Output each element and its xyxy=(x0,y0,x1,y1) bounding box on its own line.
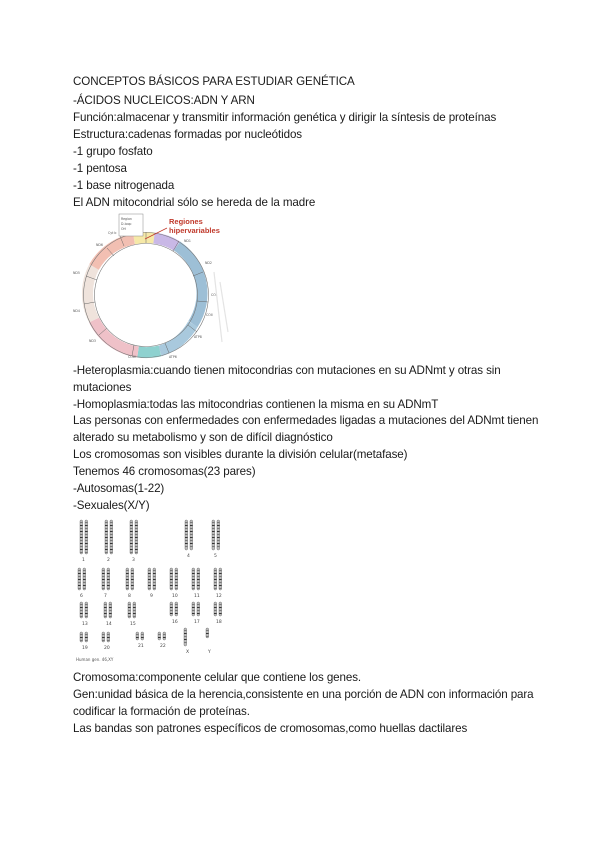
chromosome-label: 1 xyxy=(82,558,85,563)
chromosome-label: 2 xyxy=(107,558,110,563)
chromosome xyxy=(170,568,173,590)
faint-background-drawing xyxy=(214,272,228,342)
karyotype-diagram xyxy=(72,516,242,664)
chromosome xyxy=(206,628,209,638)
chromosome xyxy=(192,568,195,590)
svg-text:Cyt b: Cyt b xyxy=(108,231,117,235)
chromosome-label: 14 xyxy=(106,622,112,627)
chromosome-label: 16 xyxy=(172,620,178,625)
chromosome xyxy=(136,632,139,640)
text-line: Los cromosomas son visibles durante la división celular(metafase) xyxy=(73,448,408,461)
chromosome-label: Y xyxy=(208,650,211,655)
chromosome-label: 5 xyxy=(214,554,217,559)
chromosome xyxy=(135,520,138,554)
chromosome xyxy=(148,568,151,590)
chromosome xyxy=(85,602,88,618)
chromosome-label: 6 xyxy=(80,594,83,599)
chromosome xyxy=(153,568,156,590)
list-item: -1 pentosa xyxy=(73,162,127,175)
chromosome-label: 3 xyxy=(132,558,135,563)
chromosome xyxy=(185,520,188,550)
chromosome-label: 8 xyxy=(128,594,131,599)
doc-title: CONCEPTOS BÁSICOS PARA ESTUDIAR GENÉTICA xyxy=(73,75,355,88)
text-line: mutaciones xyxy=(73,381,132,394)
svg-text:ND1: ND1 xyxy=(184,239,191,243)
chromosome xyxy=(197,568,200,590)
chromosome xyxy=(219,602,222,616)
chromosome xyxy=(170,602,173,616)
chromosome xyxy=(126,568,129,590)
list-item: -1 base nitrogenada xyxy=(73,179,175,192)
karyotype-figure xyxy=(72,516,242,664)
chromosome-label: 4 xyxy=(187,554,190,559)
svg-text:ND6: ND6 xyxy=(96,243,103,247)
text-line: -Heteroplasmia:cuando tienen mitocondrias con mutaciones en su ADNmt y otras sin xyxy=(73,364,501,377)
text-line: alterado su metabolismo y son de difícil diagnóstico xyxy=(73,431,333,444)
text-line: -Homoplasmia:todas las mitocondrias contienen la misma en su ADNmT xyxy=(73,398,439,411)
chromosome xyxy=(109,602,112,618)
svg-text:ND5: ND5 xyxy=(73,271,80,275)
chromosome xyxy=(214,568,217,590)
section-heading-acidos: -ÁCIDOS NUCLEICOS:ADN Y ARN xyxy=(73,94,255,107)
chromosome xyxy=(175,602,178,616)
label-hipervariables: hipervariables xyxy=(169,226,220,235)
chromosome xyxy=(80,602,83,618)
chromosome xyxy=(105,520,108,554)
mtdna-figure xyxy=(72,212,232,360)
chromosome xyxy=(104,602,107,618)
chromosome xyxy=(85,632,88,642)
chromosome xyxy=(102,568,105,590)
chromosome-label: 20 xyxy=(104,646,110,651)
text-line: Las personas con enfermedades con enfermedades ligadas a mutaciones del ADNmt tienen xyxy=(73,414,539,427)
svg-text:COI: COI xyxy=(211,293,217,297)
text-line: Estructura:cadenas formadas por nucleótidos xyxy=(73,128,302,141)
list-item: -Sexuales(X/Y) xyxy=(73,499,150,512)
chromosome-label: 7 xyxy=(104,594,107,599)
svg-text:OH: OH xyxy=(121,227,126,231)
chromosome xyxy=(80,632,83,642)
karyotype-caption: Human gen. 46,XY xyxy=(76,657,114,662)
svg-text:ATP8: ATP8 xyxy=(194,335,202,339)
svg-text:ND2: ND2 xyxy=(205,261,212,265)
chromosome xyxy=(102,632,105,642)
chromosome xyxy=(85,520,88,554)
text-line: Tenemos 46 cromosomas(23 pares) xyxy=(73,465,256,478)
chromosome xyxy=(163,632,166,640)
svg-text:ND3: ND3 xyxy=(89,339,96,343)
svg-text:COII: COII xyxy=(206,313,213,317)
chromosome xyxy=(217,520,220,550)
chromosome xyxy=(141,632,144,640)
chromosome xyxy=(130,520,133,554)
chromosome-label: 22 xyxy=(160,644,166,649)
chromosome xyxy=(133,602,136,618)
svg-text:D-loop: D-loop xyxy=(121,222,132,226)
label-regiones: Regiones xyxy=(169,217,203,226)
chromosome-label: 13 xyxy=(82,622,88,627)
chromosome xyxy=(110,520,113,554)
chromosome xyxy=(175,568,178,590)
list-item: -1 grupo fosfato xyxy=(73,145,153,158)
list-item: -Autosomas(1-22) xyxy=(73,482,165,495)
dloop-segment xyxy=(134,238,154,239)
segment-blue-bottom xyxy=(160,324,193,351)
chromosome-label: 9 xyxy=(150,594,153,599)
chromosome-label: 10 xyxy=(172,594,178,599)
segment-blue-right xyxy=(177,246,202,324)
chromosome-label: 18 xyxy=(216,620,222,625)
chromosome-label: X xyxy=(186,650,190,655)
chromosome xyxy=(192,602,195,616)
text-line: Las bandas son patrones específicos de cromosomas,como huellas dactilares xyxy=(73,722,468,735)
segment-light-left xyxy=(87,267,94,320)
text-line: El ADN mitocondrial sólo se hereda de la madre xyxy=(73,196,316,209)
svg-text:ND4: ND4 xyxy=(73,309,80,313)
chromosome-label: 21 xyxy=(138,644,144,649)
segment-teal xyxy=(138,351,160,353)
chromosome xyxy=(214,602,217,616)
text-line: codificar la formación de proteínas. xyxy=(73,705,250,718)
chromosome xyxy=(107,568,110,590)
chromosome xyxy=(190,520,193,550)
chromosome-label: 12 xyxy=(216,594,222,599)
chromosome xyxy=(107,632,110,642)
chromosome-label: 19 xyxy=(82,646,88,651)
chromosome xyxy=(131,568,134,590)
text-line: Gen:unidad básica de la herencia,consistente en una porción de ADN con información para xyxy=(73,688,534,701)
chromosome xyxy=(128,602,131,618)
chromosome xyxy=(158,632,161,640)
chromosome xyxy=(197,602,200,616)
svg-text:ATP6: ATP6 xyxy=(169,355,177,359)
svg-text:COIII: COIII xyxy=(128,355,136,359)
chromosome xyxy=(83,568,86,590)
chromosome-label: 15 xyxy=(130,622,136,627)
text-line: Función:almacenar y transmitir información genética y dirigir la síntesis de proteínas xyxy=(73,111,497,124)
chromosome xyxy=(80,520,83,554)
segment-pink-bottom xyxy=(94,320,138,352)
chromosome xyxy=(78,568,81,590)
text-line: Cromosoma:componente celular que contiene los genes. xyxy=(73,671,362,684)
chromosome-label: 11 xyxy=(194,594,200,599)
dloop-text: Region xyxy=(121,217,132,221)
chromosome xyxy=(219,568,222,590)
chromosome-label: 17 xyxy=(194,620,200,625)
chromosome xyxy=(212,520,215,550)
mtdna-diagram xyxy=(72,212,232,360)
chromosome xyxy=(184,628,187,646)
